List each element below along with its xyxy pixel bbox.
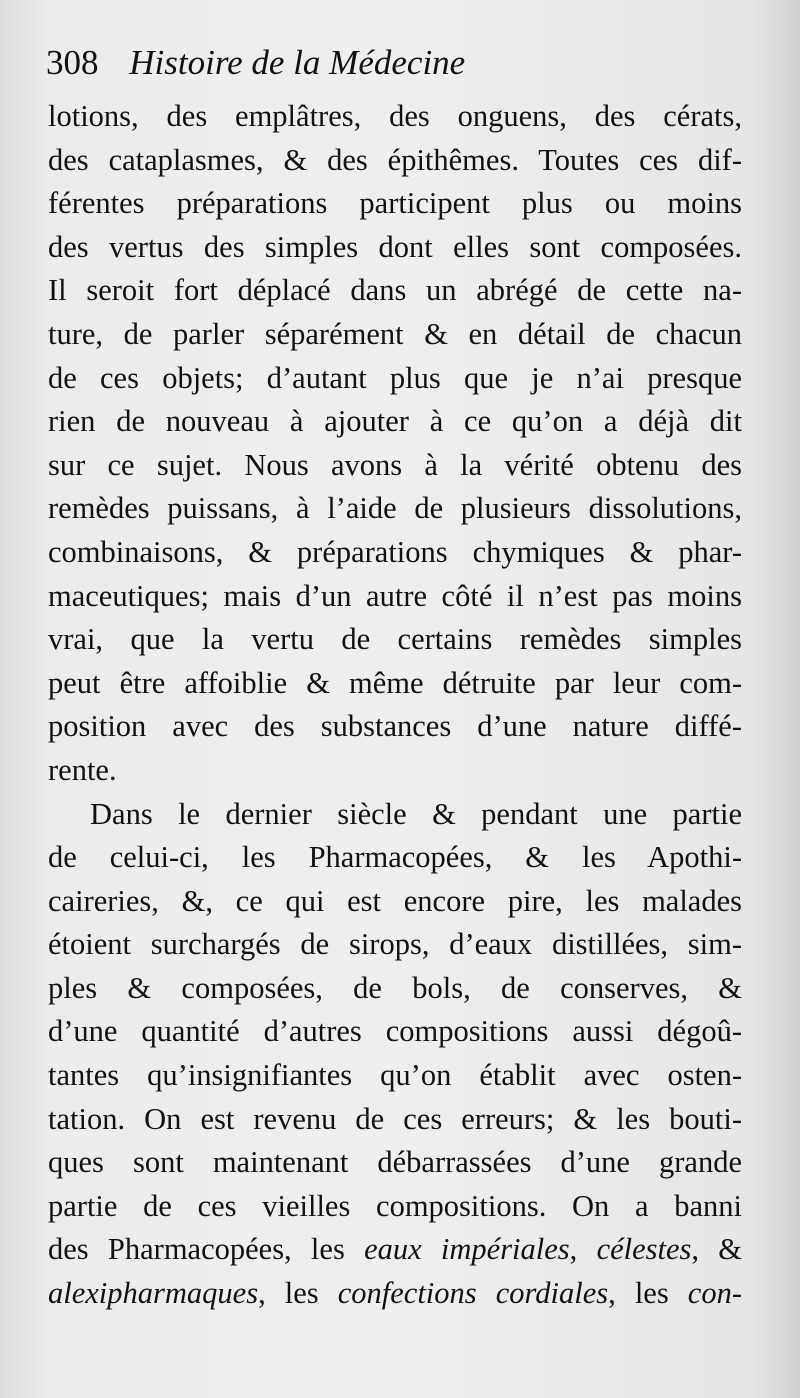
running-title: Histoire de la Médecine — [129, 43, 466, 82]
text-line: tantes qu’insignifiantes qu’on établit avec osten- — [48, 1058, 742, 1093]
text-line: de celui-ci, les Pharmacopées, & les Apothi- — [48, 840, 742, 875]
text-line: des vertus des simples dont elles sont composées. — [48, 229, 742, 264]
text-line: de ces objets; d’autant plus que je n’ai presque — [48, 360, 742, 395]
text-line — [48, 1228, 742, 1272]
italic-term: con- — [687, 1276, 742, 1311]
italic-term: confections cordiales — [337, 1276, 609, 1311]
text-line: tation. On est revenu de ces erreurs; & les bouti- — [48, 1101, 742, 1136]
italic-term: eaux impériales — [364, 1232, 570, 1267]
text-line: caireries, &, ce qui est encore pire, les malades — [48, 883, 742, 918]
text-line: des cataplasmes, & des épithêmes. Toutes ces dif- — [48, 142, 742, 177]
italic-term: célestes — [596, 1232, 692, 1267]
text-line: remèdes puissans, à l’aide de plusieurs dissolutions, — [48, 491, 742, 526]
page-number: 308 — [46, 43, 99, 82]
text-line: ples & composées, de bols, de conserves, & — [48, 970, 742, 1005]
text-line: position avec des substances d’une nature diffé- — [48, 709, 742, 744]
text-line: vrai, que la vertu de certains remèdes simples — [48, 622, 742, 657]
body-text — [48, 95, 742, 1316]
text-line: d’une quantité d’autres compositions aussi dégoû- — [48, 1014, 742, 1049]
text-line: ture, de parler séparément & en détail de chacun — [48, 316, 742, 351]
text-line: Dans le dernier siècle & pendant une partie — [90, 796, 742, 831]
text-line: rente. — [48, 752, 117, 787]
text-line: partie de ces vieilles compositions. On a banni — [48, 1188, 742, 1223]
text-line: peut être affoiblie & même détruite par leur com- — [48, 665, 742, 700]
text-line: maceutiques; mais d’un autre côté il n’est pas moins — [48, 578, 742, 613]
text-run: , & — [691, 1232, 743, 1267]
text-line: combinaisons, & préparations chymiques & phar- — [48, 534, 742, 569]
text-line: sur ce sujet. Nous avons à la vérité obtenu des — [48, 447, 742, 482]
text-run: des Pharmacopées, les — [48, 1232, 365, 1267]
text-run: , — [569, 1232, 597, 1267]
paragraph-1 — [48, 95, 742, 793]
paragraph-2 — [48, 793, 742, 1316]
text-line — [48, 1272, 742, 1316]
text-line: étoient surchargés de sirops, d’eaux distillées, sim- — [48, 927, 742, 962]
page-header — [46, 38, 766, 88]
text-line: rien de nouveau à ajouter à ce qu’on a déjà dit — [48, 404, 742, 439]
text-line: Il seroit fort déplacé dans un abrégé de cette na- — [48, 273, 742, 308]
text-line: ques sont maintenant débarrassées d’une grande — [48, 1145, 742, 1180]
text-run: , les — [608, 1276, 688, 1311]
text-run: , les — [258, 1276, 338, 1311]
italic-term: alexipharmaques — [48, 1276, 259, 1311]
text-line: lotions, des emplâtres, des onguens, des cérats, — [48, 99, 742, 133]
text-line: férentes préparations participent plus ou moins — [48, 186, 742, 221]
